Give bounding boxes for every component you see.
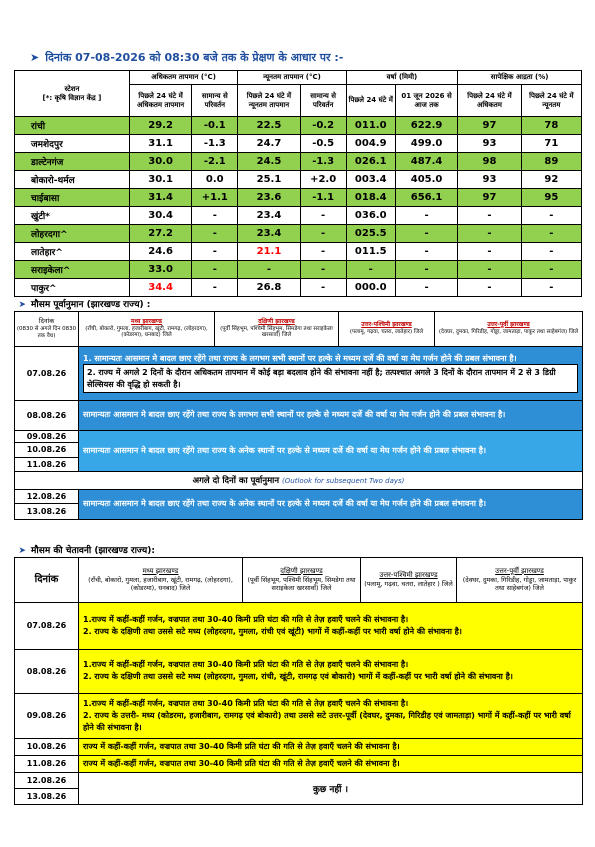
rh-max-cell: - xyxy=(458,261,521,279)
station-header: स्टेशन [*: कृषि विज्ञान केंद्र ] xyxy=(15,71,130,117)
rain-header: वर्षा (मिमी) xyxy=(346,71,458,85)
observation-table xyxy=(14,70,582,297)
arrow-icon: ➤ xyxy=(18,299,27,310)
warning-text-4: राज्य में कहीं-कहीं गर्जन, वज्रपात तथा 30-40 किमी प्रति घंटा की गति से तेज़ हवाएँ चलने की संभावना है। xyxy=(79,738,583,755)
warning-text-6: कुछ नहीं । xyxy=(79,772,583,804)
forecast-date-5: 11.08.26 xyxy=(15,457,79,471)
forecast-text-6: सामान्यतः आसमान मे बादल छाए रहेंगे तथा राज्य के अनेक स्थानों पर हल्के से मध्यम दर्जे की वर्षा या मेघ गर्जन होने की प्रबल संभावना है। xyxy=(79,489,583,519)
warning-date-header: दिनांक xyxy=(15,557,79,602)
min-dep-cell: - xyxy=(300,279,346,297)
rain-cum-cell: 622.9 xyxy=(395,117,457,135)
rain-cum-cell: - xyxy=(395,207,457,225)
rain-cell: 011.0 xyxy=(346,117,395,135)
arrow-icon: ➤ xyxy=(30,51,40,64)
rh-max-cell: 97 xyxy=(458,117,521,135)
rh-min-header: पिछले 24 घंटे में न्यूनतम xyxy=(521,85,581,117)
rain-cell: 004.9 xyxy=(346,135,395,153)
observation-row xyxy=(15,117,582,135)
rh-min-cell: 71 xyxy=(521,135,581,153)
rain-cell: 036.0 xyxy=(346,207,395,225)
station-cell: लातेहार^ xyxy=(15,243,130,261)
rh-min-cell: 92 xyxy=(521,171,581,189)
forecast-region-northeast: उत्तर-पूर्वी झारखण्ड (देवघर, दुमका, गिरिडीह, गोड्डा, जामताड़ा, पाकुर तथा साहेबगंज) जिले xyxy=(435,311,583,346)
min-dep-cell: -0.5 xyxy=(300,135,346,153)
min-dep-cell: -1.3 xyxy=(300,153,346,171)
forecast-region-central: मध्य झारखण्ड (राँची, बोकारो, गुमला, हजारीबाग, खूंटी, रामगढ़, (लोहरदगा),(कोडरमा), धनबाद) जिले xyxy=(79,311,215,346)
rh-max-cell: 97 xyxy=(458,189,521,207)
max-temp-cell: 30.0 xyxy=(129,153,191,171)
warning-region-northeast: उत्तर-पूर्वी झारखण्ड (देवघर, दुमका, गिरिडीह, गोड्डा, जामताड़ा, पाकुर तथा साहेबगंज) जिले xyxy=(457,557,583,602)
rain-cell: 026.1 xyxy=(346,153,395,171)
observation-row xyxy=(15,135,582,153)
warning-date-1: 07.08.26 xyxy=(15,602,79,649)
max-dep-cell: - xyxy=(192,279,238,297)
min-temp-cell: 23.6 xyxy=(238,189,300,207)
forecast-text-1: 1. सामान्यतः आसमान मे बादल छाए रहेंगे तथा राज्य के लगभग सभी स्थानों पर हल्के से मध्यम दर्जे की वर्षा या मेघ गर्जन होने की प्रबल संभावना है। 2. राज्य में अगले 2 दिनों के दौरान अधिकतम तापमान में कोई बड़ा बदलाव होने की संभावना नहीं है; तत्पश्चात अगले 3 दिनों के दौरान तापमान में 2 से 3 डिग्री सेल्सियस की वृद्धि हो सकती है। xyxy=(79,346,583,400)
max-temp-cell: 30.1 xyxy=(129,171,191,189)
rh-max-cell: 98 xyxy=(458,153,521,171)
max-temp-header: अधिकतम तापमान (°C) xyxy=(129,71,237,85)
arrow-icon: ➤ xyxy=(18,546,27,557)
rh-max-cell: - xyxy=(458,207,521,225)
min-dep-cell: -1.1 xyxy=(300,189,346,207)
warning-text-1: 1.राज्य में कहीं-कहीं गर्जन, वज्रपात तथा 30-40 किमी प्रति घंटा की गति से तेज़ हवाएँ चलने की संभावना है। 2. राज्य के दक्षिणी तथा उससे सटे मध्य (लोहरदगा, गुमला, रांची एवं खूंटी) भागों में कहीं-कहीं पर भारी वर्षा होने की संभावना है। xyxy=(79,602,583,649)
rain-cum-cell: - xyxy=(395,279,457,297)
rain-cell: 003.4 xyxy=(346,171,395,189)
min-temp-cell: 25.1 xyxy=(238,171,300,189)
warning-region-central: मध्य झारखण्ड (राँची, बोकारो, गुमला, हजारीबाग, खूंटी, रामगढ़, (लोहरदगा), (कोडरमा), धनबाद) जिले xyxy=(79,557,243,602)
forecast-text-3: सामान्यतः आसमान मे बादल छाए रहेंगे तथा राज्य के अनेक स्थानों पर हल्के से मध्यम दर्जे की वर्षा या मेघ गर्जन होने की प्रबल संभावना है। xyxy=(79,430,583,471)
rain-cell: 000.0 xyxy=(346,279,395,297)
rh-max-cell: 93 xyxy=(458,171,521,189)
rain-cum-cell: 405.0 xyxy=(395,171,457,189)
min-temp-cell: 24.5 xyxy=(238,153,300,171)
max-dep-cell: - xyxy=(192,243,238,261)
forecast-table xyxy=(14,296,583,520)
forecast-date-1: 07.08.26 xyxy=(15,346,79,400)
observation-row xyxy=(15,261,582,279)
rain-cell: - xyxy=(346,261,395,279)
max-dep-cell: +1.1 xyxy=(192,189,238,207)
rain-cum-cell: - xyxy=(395,261,457,279)
rain-cum-cell: - xyxy=(395,225,457,243)
max-temp-cell: 34.4 xyxy=(129,279,191,297)
rh-min-cell: 95 xyxy=(521,189,581,207)
rain-cum-header: 01 जून 2026 से आज तक xyxy=(395,85,457,117)
min-temp-cell: 22.5 xyxy=(238,117,300,135)
rh-min-cell: - xyxy=(521,261,581,279)
warning-date-2: 08.08.26 xyxy=(15,649,79,693)
min-24-header: पिछले 24 घंटे में न्यूनतम तापमान xyxy=(238,85,300,117)
rh-max-cell: - xyxy=(458,225,521,243)
max-dep-cell: -1.3 xyxy=(192,135,238,153)
max-dep-header: सामान्य से परिवर्तन xyxy=(192,85,238,117)
max-temp-cell: 27.2 xyxy=(129,225,191,243)
rh-max-cell: - xyxy=(458,279,521,297)
observation-row xyxy=(15,171,582,189)
rain-cum-cell: 499.0 xyxy=(395,135,457,153)
forecast-region-northwest: उत्तर-पश्चिमी झारखण्ड (पलामू, गढ़वा, चतरा, लातेहार) जिले xyxy=(339,311,435,346)
max-temp-cell: 33.0 xyxy=(129,261,191,279)
rh-min-cell: 89 xyxy=(521,153,581,171)
min-dep-cell: - xyxy=(300,261,346,279)
max-24-header: पिछले 24 घंटे में अधिकतम तापमान xyxy=(129,85,191,117)
warning-title-cell xyxy=(15,543,583,557)
warning-date-5: 11.08.26 xyxy=(15,755,79,772)
observation-row xyxy=(15,207,582,225)
forecast-date-4: 10.08.26 xyxy=(15,442,79,457)
observation-row xyxy=(15,279,582,297)
warning-text-2: 1.राज्य में कहीं-कहीं गर्जन, वज्रपात तथा 30-40 किमी प्रति घंटा की गति से तेज़ हवाएँ चलने की संभावना है। 2. राज्य के दक्षिणी तथा उससे सटे मध्य (लोहरदगा, गुमला, रांची, खूंटी, रामगढ़ एवं बोकारो) भागों में कहीं-कहीं पर भारी वर्षा होने की संभावना है। xyxy=(79,649,583,693)
observation-rows xyxy=(15,117,582,297)
max-temp-cell: 31.1 xyxy=(129,135,191,153)
warning-title: ➤ मौसम की चेतावनी (झारखण्ड राज्य): xyxy=(18,546,155,557)
station-cell: लोहरदगा^ xyxy=(15,225,130,243)
forecast-title-cell xyxy=(15,296,583,311)
rain-cum-cell: - xyxy=(395,243,457,261)
rh-max-cell: 93 xyxy=(458,135,521,153)
warning-region-northwest: उत्तर-पश्चिमी झारखण्ड (पलामू, गढ़वा, चतरा, लातेहार ) जिले xyxy=(361,557,457,602)
min-temp-cell: 23.4 xyxy=(238,225,300,243)
min-dep-cell: +2.0 xyxy=(300,171,346,189)
forecast-date-2: 08.08.26 xyxy=(15,400,79,430)
rh-min-cell: - xyxy=(521,243,581,261)
forecast-text-2: सामान्यतः आसमान मे बादल छाए रहेंगे तथा राज्य के लगभग सभी स्थानों पर हल्के से मध्यम दर्जे की वर्षा या मेघ गर्जन होने की प्रबल संभावना है। xyxy=(79,400,583,430)
max-temp-cell: 31.4 xyxy=(129,189,191,207)
forecast-date-3: 09.08.26 xyxy=(15,430,79,442)
observation-row xyxy=(15,153,582,171)
rain-cum-cell: 487.4 xyxy=(395,153,457,171)
rh-header: सापेक्षिक आद्रता (%) xyxy=(458,71,582,85)
rain-cell: 025.5 xyxy=(346,225,395,243)
min-dep-cell: - xyxy=(300,207,346,225)
max-dep-cell: -2.1 xyxy=(192,153,238,171)
min-dep-cell: - xyxy=(300,225,346,243)
station-cell: खुंटी* xyxy=(15,207,130,225)
forecast-date-7: 13.08.26 xyxy=(15,503,79,519)
max-dep-cell: - xyxy=(192,207,238,225)
warning-table xyxy=(14,543,583,805)
forecast-date-6: 12.08.26 xyxy=(15,489,79,503)
rh-min-cell: - xyxy=(521,207,581,225)
min-dep-cell: -0.2 xyxy=(300,117,346,135)
rain-cum-cell: 656.1 xyxy=(395,189,457,207)
max-dep-cell: - xyxy=(192,225,238,243)
min-temp-cell: 21.1 xyxy=(238,243,300,261)
min-temp-cell: - xyxy=(238,261,300,279)
max-dep-cell: - xyxy=(192,261,238,279)
rain-24-header: पिछले 24 घंटे में xyxy=(346,85,395,117)
max-dep-cell: -0.1 xyxy=(192,117,238,135)
rh-min-cell: 78 xyxy=(521,117,581,135)
observation-heading: ➤ दिनांक 07-08-2026 को 08:30 बजे तक के प्रेक्षण के आधार पर :- xyxy=(30,51,344,64)
observation-row xyxy=(15,225,582,243)
station-cell: डाल्टेनगंज xyxy=(15,153,130,171)
warning-text-3: 1.राज्य में कहीं-कहीं गर्जन, वज्रपात तथा 30-40 किमी प्रति घंटा की गति से तेज़ हवाएँ चलने की संभावना है। 2. राज्य के उत्तरी- मध्य (कोडरमा, हजारीबाग, रामगढ़ एवं बोकारो) तथा उससे सटे उत्तर-पूर्वी (देवघर, दुमका, गिरिडीह एवं जामताड़ा) भागों में कहीं-कहीं पर भारी वर्षा होने की संभावना है। xyxy=(79,693,583,738)
min-dep-header: सामान्य से परिवर्तन xyxy=(300,85,346,117)
rain-cell: 018.4 xyxy=(346,189,395,207)
max-temp-cell: 29.2 xyxy=(129,117,191,135)
station-cell: चाईबासा xyxy=(15,189,130,207)
forecast-region-south: दक्षिणी झारखण्ड (पूर्वी सिंहभूम, पश्चिमी सिंहभूम, सिमडेगा तथा सराइकेला खरसावाँ) जिले xyxy=(215,311,339,346)
forecast-title: ➤ मौसम पूर्वानुमान (झारखण्ड राज्य) : xyxy=(18,299,151,310)
min-temp-cell: 26.8 xyxy=(238,279,300,297)
min-temp-cell: 23.4 xyxy=(238,207,300,225)
observation-row xyxy=(15,243,582,261)
warning-date-6: 12.08.26 xyxy=(15,772,79,788)
min-temp-cell: 24.7 xyxy=(238,135,300,153)
observation-row xyxy=(15,189,582,207)
max-temp-cell: 30.4 xyxy=(129,207,191,225)
station-cell: पाकुर^ xyxy=(15,279,130,297)
rh-min-cell: - xyxy=(521,279,581,297)
station-cell: रांची xyxy=(15,117,130,135)
warning-date-7: 13.08.26 xyxy=(15,788,79,804)
forecast-date-header: दिनांक (0830 से अगले दिन 0830 तक वैध) xyxy=(15,311,79,346)
max-temp-cell: 24.6 xyxy=(129,243,191,261)
warning-region-south: दक्षिणी झारखण्ड (पूर्वी सिंहभूम, पश्चिमी सिंहभूम, सिमडेगा तथा सराइकेला खरसावाँ) जिले xyxy=(243,557,361,602)
rh-max-header: पिछले 24 घंटे में अधिकतम xyxy=(458,85,521,117)
station-cell: जमशेदपुर xyxy=(15,135,130,153)
rain-cell: 011.5 xyxy=(346,243,395,261)
min-dep-cell: - xyxy=(300,243,346,261)
warning-text-5: राज्य में कहीं-कहीं गर्जन, वज्रपात तथा 30-40 किमी प्रति घंटा की गति से तेज़ हवाएँ चलने की संभावना है। xyxy=(79,755,583,772)
warning-date-3: 09.08.26 xyxy=(15,693,79,738)
rh-max-cell: - xyxy=(458,243,521,261)
warning-date-4: 10.08.26 xyxy=(15,738,79,755)
rh-min-cell: - xyxy=(521,225,581,243)
min-temp-header: न्यूनतम तापमान (°C) xyxy=(238,71,346,85)
max-dep-cell: 0.0 xyxy=(192,171,238,189)
station-cell: सराइकेला^ xyxy=(15,261,130,279)
station-cell: बोकारो-थर्मल xyxy=(15,171,130,189)
outlook-header: अगले दो दिनों का पूर्वानुमान (Outlook for subsequent Two days) xyxy=(15,471,583,489)
